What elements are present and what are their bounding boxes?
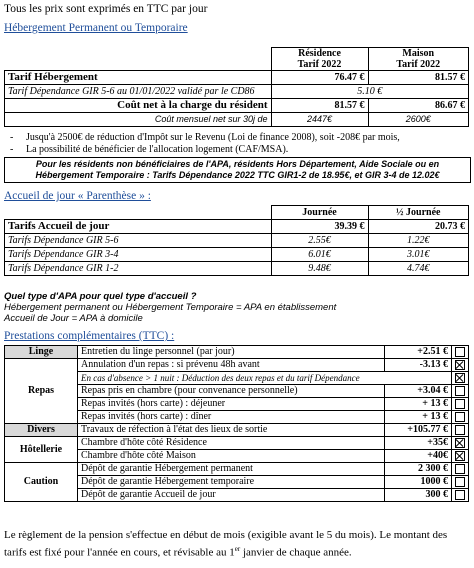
tarif-maison: 81.57 € — [368, 71, 469, 85]
invites-dej-label: Repas invités (hors carte) : déjeuner — [78, 398, 385, 411]
group-hotellerie: Hôtellerie — [5, 437, 78, 463]
gir12-label: Tarifs Dépendance GIR 1-2 — [5, 262, 272, 276]
gir34-journee: 6.01€ — [271, 248, 368, 262]
section-title-accueil: Accueil de jour « Parenthèse » : — [4, 190, 151, 202]
depot-temp-price: 1000 € — [385, 476, 452, 489]
col-journee: Journée — [271, 206, 368, 220]
accueil-demi: 20.73 € — [368, 220, 469, 234]
row-dependance-label: Tarif Dépendance GIR 5-6 au 01/01/2022 validé par le CD86 — [5, 85, 272, 99]
linge-price: +2.51 € — [385, 346, 452, 359]
group-caution: Caution — [5, 463, 78, 502]
gir12-demi: 4.74€ — [368, 262, 469, 276]
accueil-table — [4, 205, 469, 276]
depot-perm-checkbox[interactable] — [452, 463, 469, 476]
bullet-item: - Jusqu'à 2500€ de réduction d'Impôt sur le Revenu (Loi de finance 2008), soit -208€ par mois, — [10, 132, 400, 143]
col-demi-journee: ½ Journée — [368, 206, 469, 220]
hote-res-price: +35€ — [385, 437, 452, 450]
row-tarif-label: Tarif Hébergement — [5, 71, 272, 85]
bullet-list — [10, 132, 470, 156]
travaux-checkbox[interactable] — [452, 424, 469, 437]
row-mensuel-label: Coût mensuel net sur 30j de — [5, 113, 272, 127]
hote-maison-checkbox[interactable] — [452, 450, 469, 463]
invites-dej-price: + 13 € — [385, 398, 452, 411]
apa-question-line: Accueil de Jour = APA à domicile — [4, 313, 143, 324]
accueil-row-label: Tarifs Accueil de jour — [5, 220, 272, 234]
depot-temp-checkbox[interactable] — [452, 476, 469, 489]
bullet-item: - La possibilité de bénéficier de l'allocation logement (CAF/MSA). — [10, 144, 289, 155]
invites-din-price: + 13 € — [385, 411, 452, 424]
mensuel-residence: 2447€ — [271, 113, 368, 127]
group-repas: Repas — [5, 359, 78, 424]
annulation-label: Annulation d'un repas : si prévenu 48h avant — [78, 359, 385, 372]
absence-checkbox[interactable] — [452, 372, 469, 385]
linge-label: Entretien du linge personnel (par jour) — [78, 346, 385, 359]
accueil-journee: 39.39 € — [271, 220, 368, 234]
depot-temp-label: Dépôt de garantie Hébergement temporaire — [78, 476, 385, 489]
gir56-journee: 2.55€ — [271, 234, 368, 248]
col-maison: Maison Tarif 2022 — [368, 48, 469, 71]
invites-din-label: Repas invités (hors carte) : dîner — [78, 411, 385, 424]
apa-question — [4, 291, 336, 324]
hote-res-label: Chambre d'hôte côté Résidence — [78, 437, 385, 450]
footer-text: Le règlement de la pension s'effectue en début de mois (exigible avant le 5 du mois). Le montant des tarifs est fixé pour l'année en cours, et révisable au 1er janvier de chaque année. — [4, 529, 448, 559]
repas-chambre-label: Repas pris en chambre (pour convenance personnelle) — [78, 385, 385, 398]
cout-residence: 81.57 € — [271, 99, 368, 113]
repas-chambre-checkbox[interactable] — [452, 385, 469, 398]
mensuel-maison: 2600€ — [368, 113, 469, 127]
hebergement-table — [4, 47, 469, 127]
depot-perm-label: Dépôt de garantie Hébergement permanent — [78, 463, 385, 476]
invites-dej-checkbox[interactable] — [452, 398, 469, 411]
annulation-checkbox[interactable] — [452, 359, 469, 372]
prestations-table — [4, 345, 469, 502]
gir56-demi: 1.22€ — [368, 234, 469, 248]
travaux-label: Travaux de réfection à l'état des lieux de sortie — [78, 424, 385, 437]
cout-maison: 86.67 € — [368, 99, 469, 113]
apa-note-box: Pour les résidents non bénéficiaires de l'APA, résidents Hors Département, Aide Sociale ou en Hébergement Temporaire : Tarifs Dépendance 2022 TTC GIR1-2 de 18.95€, et GIR 3-4 de 12.02€ — [4, 157, 471, 183]
repas-chambre-price: +3.04 € — [385, 385, 452, 398]
row-cout-label: Coût net à la charge du résident — [5, 99, 272, 113]
annulation-price: -3.13 € — [385, 359, 452, 372]
depot-accueil-label: Dépôt de garantie Accueil de jour — [78, 489, 385, 502]
col-residence: Résidence Tarif 2022 — [271, 48, 368, 71]
gir12-journee: 9.48€ — [271, 262, 368, 276]
travaux-price: +105.77 € — [385, 424, 452, 437]
intro-text: Tous les prix sont exprimés en TTC par jour — [4, 3, 208, 15]
hote-res-checkbox[interactable] — [452, 437, 469, 450]
gir34-label: Tarifs Dépendance GIR 3-4 — [5, 248, 272, 262]
depot-perm-price: 2 300 € — [385, 463, 452, 476]
apa-question-line: Hébergement permanent ou Hébergement Temporaire = APA en établissement — [4, 302, 337, 313]
section-title-prestations: Prestations complémentaires (TTC) : — [4, 330, 175, 342]
gir34-demi: 3.01€ — [368, 248, 469, 262]
tarif-residence: 76.47 € — [271, 71, 368, 85]
section-title-hebergement: Hébergement Permanent ou Temporaire — [4, 22, 188, 34]
hote-maison-price: +40€ — [385, 450, 452, 463]
invites-din-checkbox[interactable] — [452, 411, 469, 424]
group-divers: Divers — [5, 424, 78, 437]
dependance-value: 5.10 € — [271, 85, 469, 99]
gir56-label: Tarifs Dépendance GIR 5-6 — [5, 234, 272, 248]
linge-checkbox[interactable] — [452, 346, 469, 359]
depot-accueil-checkbox[interactable] — [452, 489, 469, 502]
absence-label: En cas d'absence > 1 nuit : Déduction des deux repas et du tarif Dépendance — [78, 372, 452, 385]
apa-question-title: Quel type d'APA pour quel type d'accueil ? — [4, 291, 197, 302]
depot-accueil-price: 300 € — [385, 489, 452, 502]
group-linge: Linge — [5, 346, 78, 359]
hote-maison-label: Chambre d'hôte côté Maison — [78, 450, 385, 463]
